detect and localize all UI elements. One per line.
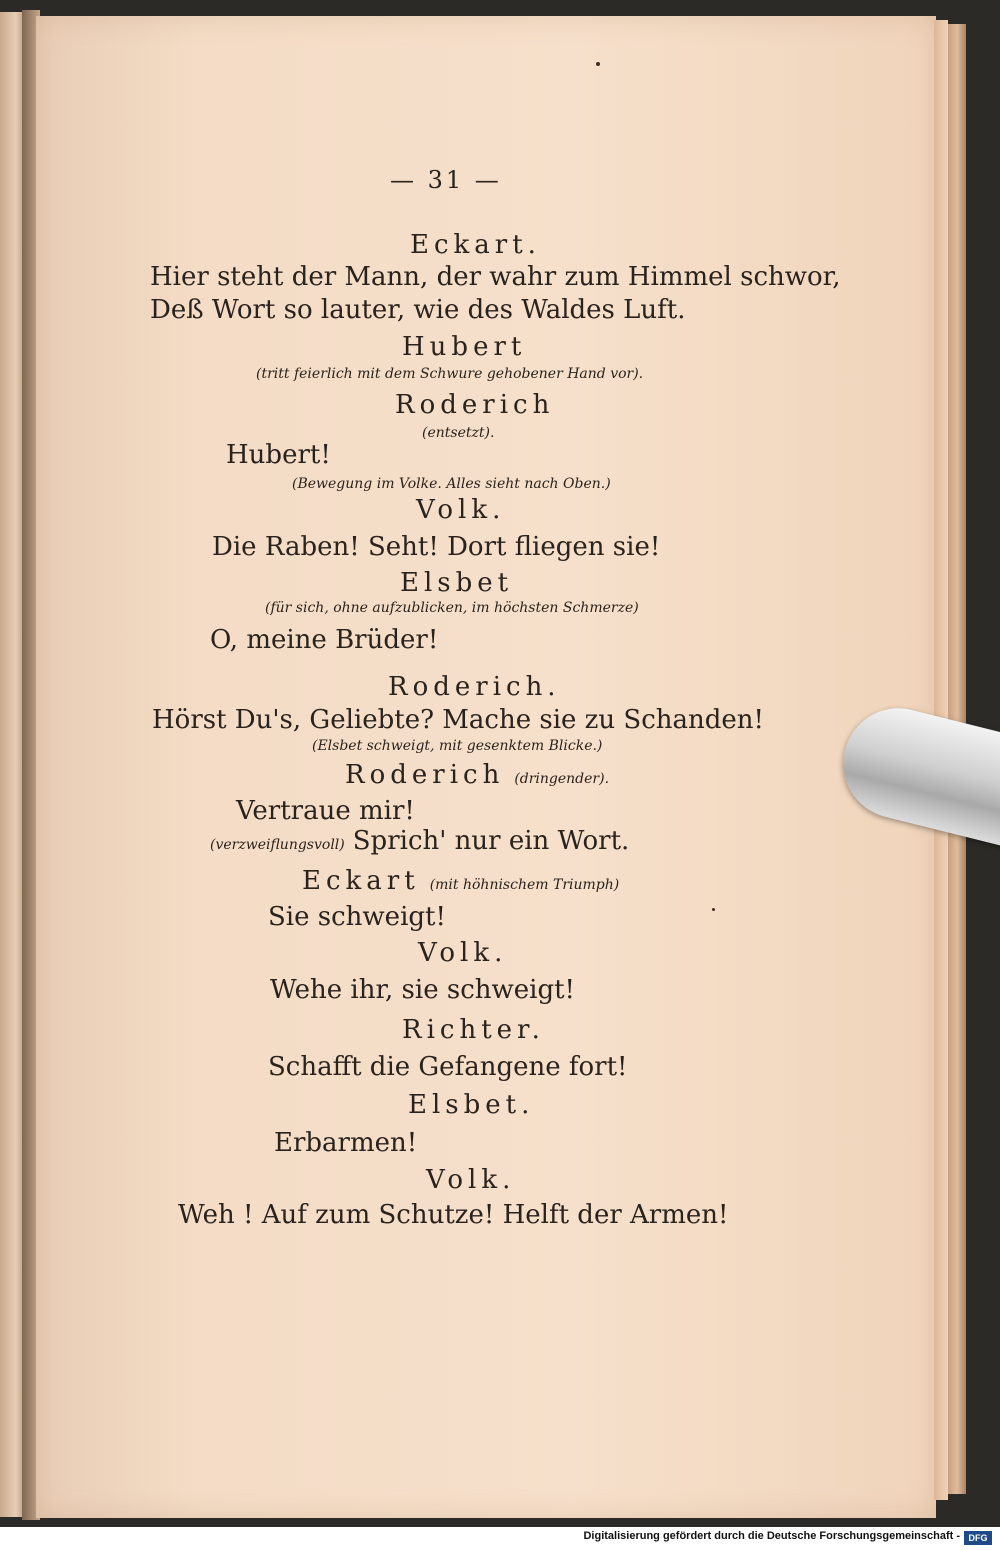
line-text: Roderich <box>345 760 505 790</box>
line-text: Volk. <box>418 938 508 968</box>
stage-direction: (mit höhnischem Triumph) <box>429 877 620 893</box>
dialogue-line <box>274 1128 417 1158</box>
speaker-name <box>426 1165 515 1195</box>
line-text: Volk. <box>426 1165 516 1195</box>
speaker-name <box>410 230 541 260</box>
line-text: (Bewegung im Volke. Alles sieht nach Oben.) <box>292 476 611 492</box>
speaker-name <box>395 390 554 420</box>
dialogue-line <box>150 295 686 325</box>
line-text: Sie schweigt! <box>268 902 446 932</box>
line-text: Vertraue mir! <box>236 796 415 826</box>
line-text: Volk. <box>416 495 506 525</box>
speaker-name <box>388 672 561 702</box>
line-text: Deß Wort so lauter, wie des Waldes Luft. <box>150 295 686 325</box>
line-text: (tritt feierlich mit dem Schwure gehobener Hand vor). <box>256 366 644 382</box>
dialogue-line <box>152 705 764 735</box>
line-text: Elsbet <box>400 568 514 598</box>
speaker-name <box>402 332 526 362</box>
speaker-name <box>400 568 513 598</box>
dialogue-line <box>210 625 438 655</box>
line-text: Eckart <box>302 866 420 896</box>
dialogue-line <box>226 440 331 470</box>
line-text: Hier steht der Mann, der wahr zum Himmel schwor, <box>150 262 841 292</box>
stage-direction <box>256 366 643 382</box>
dialogue-line <box>268 902 446 932</box>
funding-credit: Digitalisierung gefördert durch die Deutsche Forschungsgemeinschaft - <box>583 1530 960 1542</box>
dialogue-line <box>270 975 575 1005</box>
dfg-logo: DFG <box>964 1531 992 1545</box>
line-text: Weh ! Auf zum Schutze! Helft der Armen! <box>178 1200 729 1230</box>
dialogue-line <box>178 1200 728 1230</box>
dialogue-line <box>212 532 660 562</box>
line-text: Hörst Du's, Geliebte? Mache sie zu Schanden! <box>152 705 764 735</box>
dialogue-line <box>210 826 629 856</box>
line-text: (entsetzt). <box>422 425 495 441</box>
speaker-name <box>418 938 507 968</box>
dialogue-line <box>150 262 841 292</box>
line-text: Elsbet. <box>408 1090 535 1120</box>
line-text: Roderich <box>395 390 555 420</box>
line-text: Sprich' nur ein Wort. <box>352 826 630 856</box>
line-text: Die Raben! Seht! Dort fliegen sie! <box>212 532 661 562</box>
line-text: Richter. <box>402 1015 545 1045</box>
line-text: Hubert! <box>226 440 331 470</box>
speaker-name <box>416 495 505 525</box>
line-text: Hubert <box>402 332 527 362</box>
stage-direction <box>422 425 494 441</box>
dialogue-line <box>268 1052 627 1082</box>
dialogue-line <box>236 796 415 826</box>
stage-direction: (verzweiflungsvoll) <box>210 837 345 853</box>
line-text: Erbarmen! <box>274 1128 418 1158</box>
speaker-name <box>408 1090 534 1120</box>
speaker-name <box>302 866 619 896</box>
line-text: (Elsbet schweigt, mit gesenktem Blicke.) <box>312 738 603 754</box>
stage-direction <box>312 738 602 754</box>
ink-speck <box>712 908 715 911</box>
line-text: O, meine Brüder! <box>210 625 439 655</box>
page-number: — 31 — <box>390 166 502 194</box>
line-text: Schafft die Gefangene fort! <box>268 1052 628 1082</box>
ink-speck <box>596 62 600 66</box>
line-text: Wehe ihr, sie schweigt! <box>270 975 576 1005</box>
stage-direction: (dringender). <box>514 771 610 787</box>
speaker-name <box>402 1015 545 1045</box>
speaker-name <box>345 760 609 790</box>
line-text: Roderich. <box>388 672 561 702</box>
line-text: Eckart. <box>410 230 541 260</box>
stage-direction <box>265 600 639 616</box>
stage-direction <box>292 476 611 492</box>
line-text: (für sich, ohne aufzublicken, im höchsten Schmerze) <box>265 600 639 616</box>
